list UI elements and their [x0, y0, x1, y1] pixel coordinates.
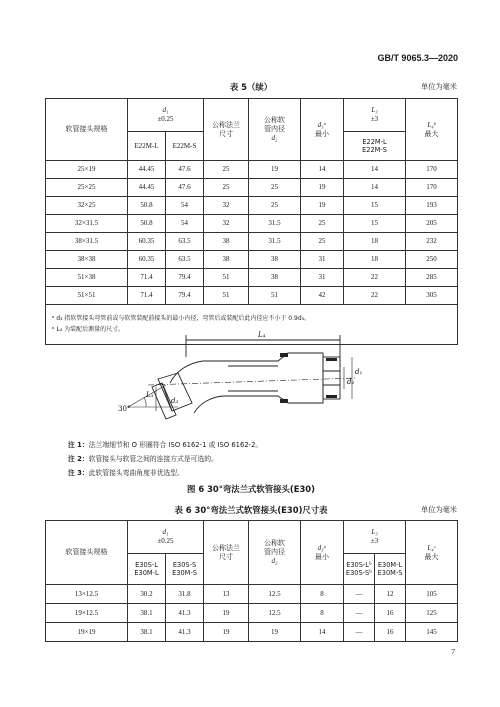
- table-row: 32×25 50.8 54 32 25 19 15 193: [46, 197, 458, 215]
- table5-unit: 单位为毫米: [421, 82, 457, 91]
- table6: [45, 520, 458, 642]
- standard-code: GB/T 9065.3—2020: [377, 53, 458, 63]
- table5-footnote-a: ᵃ d₃ 指软管接头弯管前或与软管装配前接头的最小内径，弯管后或装配后此内径应不小于 0.9d₃。: [52, 314, 311, 322]
- figure6-note: 注 1：法兰端细节和 O 形圈符合 ISO 6162-1 或 ISO 6162-2。: [68, 441, 263, 449]
- table-row: 32×31.5 50.8 54 32 31.5 25 15 205: [46, 215, 458, 233]
- figure6-notes: [68, 438, 262, 480]
- table6-header-l3-e30s: E30S-Lᵇ E30S-Sᵇ: [344, 554, 375, 585]
- table5-header-d1-e22m-s: E22M-S: [166, 132, 204, 161]
- figure6-note: 注 2：软管接头与软管之间的连接方式是可选的。: [68, 455, 218, 463]
- fitting-drawing: [118, 327, 378, 435]
- figure6-caption-row: [45, 482, 457, 496]
- table-row: 51×51 71.4 79.4 51 51 42 22 305: [46, 287, 458, 305]
- table5-footnote-b: ᵇ L₄ 为装配后测量的尺寸。: [52, 325, 125, 333]
- table5-title: 表 5（续）: [229, 82, 273, 92]
- figure6-note: 注 3：此软管接头弯曲角度非优选型。: [68, 469, 184, 477]
- table5-caption: [45, 80, 457, 94]
- table6-header-l3: L₃ ±3: [344, 521, 406, 554]
- table5-header-flange: 公称法兰 尺寸: [204, 99, 249, 161]
- table6-header-l3-e30m: E30M-L E30M-S: [375, 554, 406, 585]
- table6-header-flange: 公称法兰 尺寸: [204, 521, 249, 585]
- label-d2: d₂: [347, 378, 355, 386]
- table-row: 19×19 38.1 41.3 19 19 14 — 16 145: [46, 623, 458, 642]
- table-row: 25×19 44.45 47.6 25 19 14 14 170: [46, 161, 458, 179]
- table-row: 51×38 71.4 79.4 51 38 31 22 285: [46, 269, 458, 287]
- table-row: 13×12.5 30.2 31.8 13 12.5 8 — 12 105: [46, 585, 458, 604]
- page-number: 7: [451, 647, 455, 656]
- table6-header-hose-id: 公称软 管内径 d₂: [249, 521, 301, 585]
- figure6-caption: 图 6 30°弯法兰式软管接头(E30): [187, 484, 315, 494]
- table5-header-hose-id: 公称软 管内径 d₂: [249, 99, 301, 161]
- table-row: 19×12.5 38.1 41.3 19 12.5 8 — 16 125: [46, 604, 458, 623]
- table6-header-spec: 软管接头规格: [46, 521, 128, 585]
- table6-header-d1: d₁ ±0.25: [128, 521, 204, 554]
- label-l4: L₄: [258, 331, 266, 339]
- table-row: 38×31.5 60.35 63.5 38 31.5 25 18 232: [46, 233, 458, 251]
- table5-header-l4: L₄ᵇ 最大: [406, 99, 458, 161]
- label-d3: d₃: [171, 397, 179, 405]
- table6-caption: [45, 503, 457, 517]
- table5-header-d3: d₃ᵃ 最小: [301, 99, 344, 161]
- table5-header-spec: 软管接头规格: [46, 99, 128, 161]
- label-angle: 30°: [118, 405, 131, 413]
- table5-header-d1: d₁ ±0.25: [128, 99, 204, 132]
- table6-unit: 单位为毫米: [421, 505, 457, 514]
- table5: [45, 98, 458, 345]
- table6-title: 表 6 30°弯法兰式软管接头(E30)尺寸表: [174, 505, 328, 515]
- table6-header-l4: L₄ᶜ 最大: [406, 521, 458, 585]
- table6-header-d1-l: E30S-L E30M-L: [128, 554, 166, 585]
- table5-header-d1-e22m-l: E22M-L: [128, 132, 166, 161]
- table5-header-l3: L₃ ±3: [344, 99, 406, 132]
- table6-header-d3: d₃ᵃ 最小: [301, 521, 344, 585]
- table6-header-d1-s: E30S-S E30M-S: [166, 554, 204, 585]
- table-row: 25×25 44.45 47.6 25 25 19 14 170: [46, 179, 458, 197]
- label-l3: L₃: [146, 391, 154, 399]
- label-d1: d₁: [355, 368, 363, 376]
- table5-header-l3-types: E22M-L E22M-S: [344, 132, 406, 161]
- table-row: 38×38 60.35 63.5 38 38 31 18 250: [46, 251, 458, 269]
